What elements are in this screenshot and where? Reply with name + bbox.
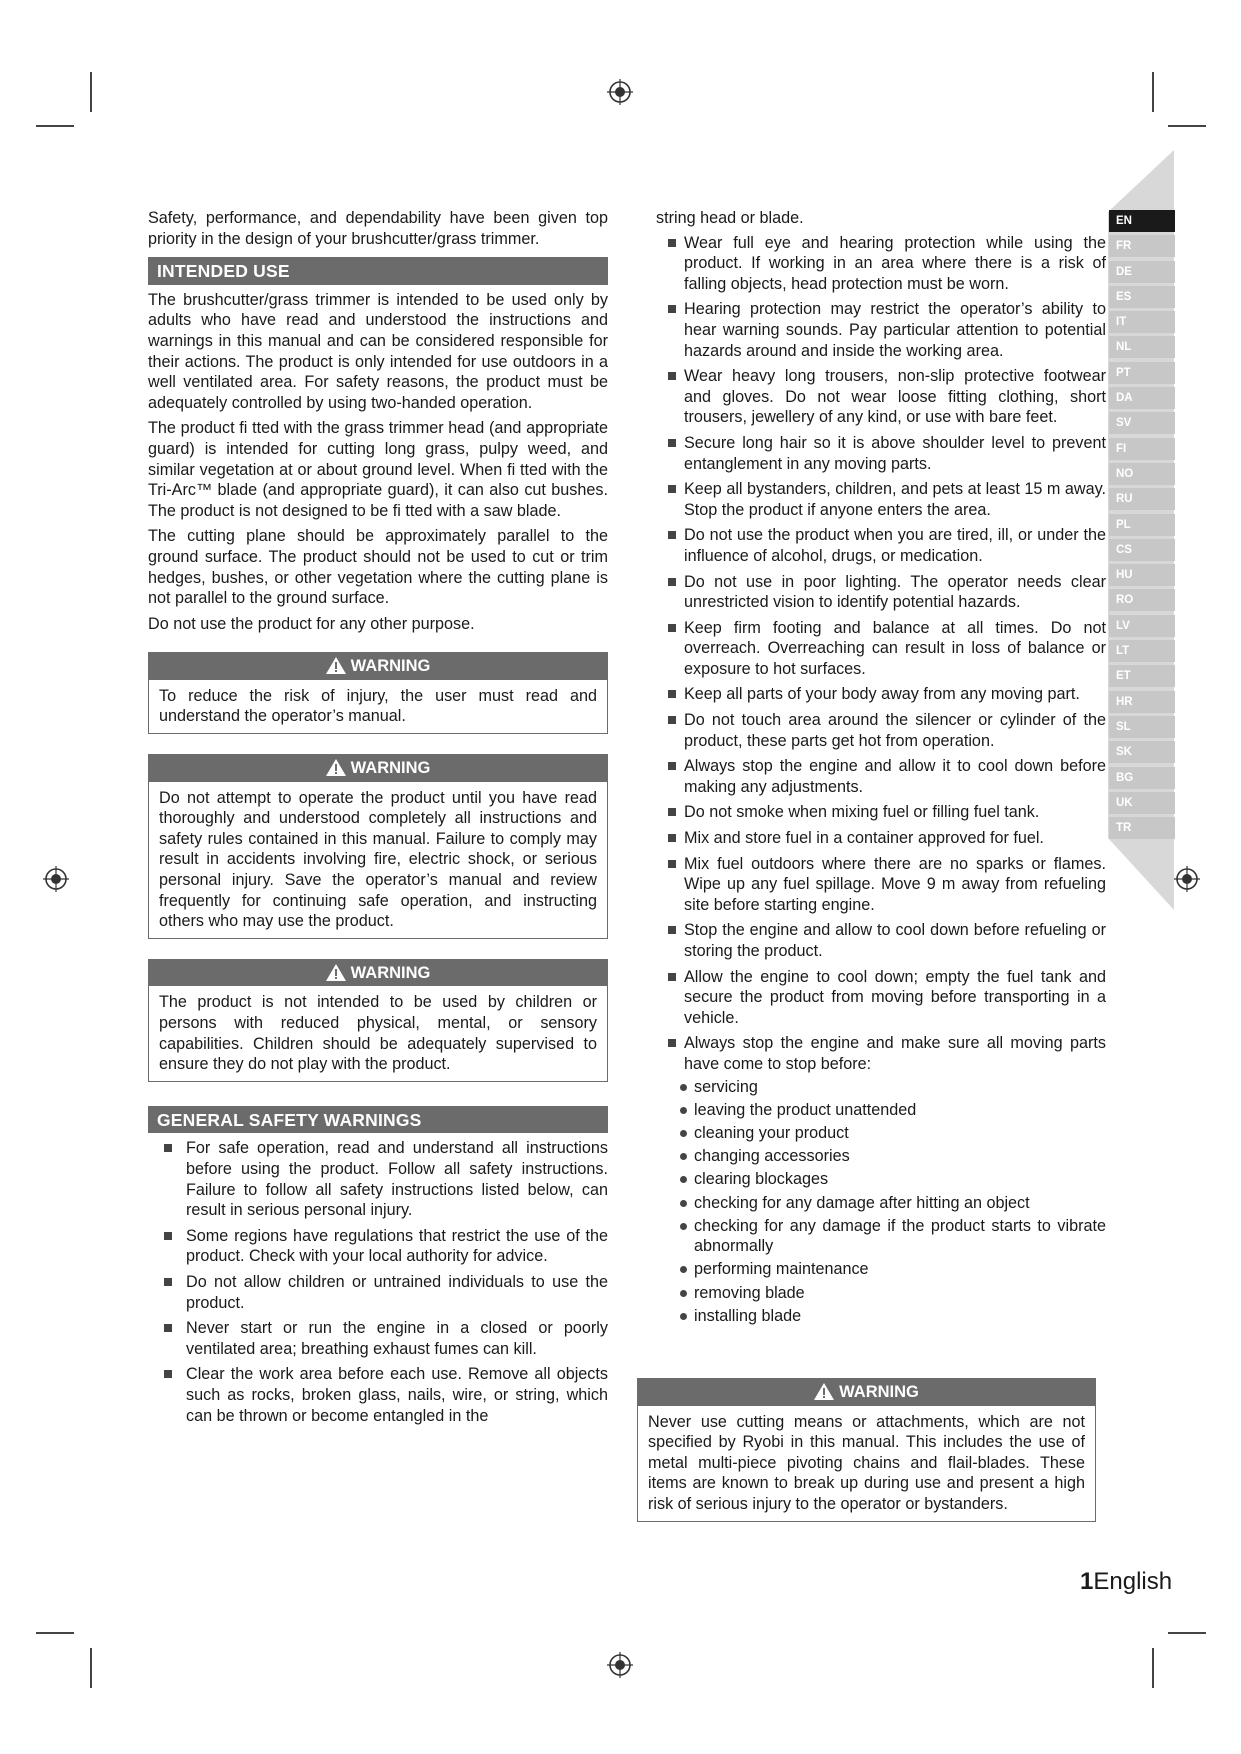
list-item: Allow the engine to cool down; empty the fuel tank and secure the product from moving before transporting in a vehicle. [674,967,1106,1029]
right-column [656,208,1106,1329]
language-tab-en[interactable]: EN [1109,210,1175,232]
language-tab-bg[interactable]: BG [1109,767,1175,789]
warning-box [637,1378,1096,1522]
language-tab-de[interactable]: DE [1109,261,1175,283]
continuation-text: string head or blade. [656,209,804,227]
crop-mark [1168,1632,1206,1634]
language-tab-uk[interactable]: UK [1109,792,1175,814]
square-bullet-icon [668,485,676,493]
round-bullet-icon [680,1107,687,1114]
sub-list-item: leaving the product unattended [680,1100,1106,1121]
round-bullet-icon [680,1084,687,1091]
page-number [1080,1568,1172,1596]
language-tab-lv[interactable]: LV [1109,615,1175,637]
square-bullet-icon [668,624,676,632]
list-item: Do not touch area around the silencer or cylinder of the product, these parts get hot from operation. [674,710,1106,751]
crop-mark [1152,1648,1154,1688]
language-tab-es[interactable]: ES [1109,286,1175,308]
intended-use-heading: INTENDED USE [148,257,608,285]
warning-triangle-icon [326,759,346,776]
round-bullet-icon [680,1200,687,1207]
language-tab-sk[interactable]: SK [1109,741,1175,763]
intended-paragraph: Do not use the product for any other purpose. [148,614,475,633]
language-tab-pt[interactable]: PT [1109,362,1175,384]
intro-paragraph: Safety, performance, and dependability have been given top priority in the design of your brushcutter/grass trimmer. [148,209,608,248]
list-item: Keep all parts of your body away from any moving part. [674,684,1106,705]
list-item: Clear the work area before each use. Remove all objects such as rocks, broken glass, nails, wire, or string, which can be thrown or become entangled in the [176,1364,608,1426]
sub-list-item: clearing blockages [680,1169,1106,1190]
warning-triangle-icon [326,964,346,981]
language-tab-it[interactable]: IT [1109,311,1175,333]
registration-mark-icon [607,1652,633,1678]
square-bullet-icon [668,834,676,842]
language-tab-ro[interactable]: RO [1109,589,1175,611]
warning-header [149,960,607,987]
list-item: Keep firm footing and balance at all times. Do not overreach. Overreaching can result in loss of balance or exposure to hot surfaces. [674,618,1106,680]
sub-list-item: checking for any damage if the product starts to vibrate abnormally [680,1216,1106,1257]
language-tab-no[interactable]: NO [1109,463,1175,485]
round-bullet-icon [680,1130,687,1137]
list-item: Some regions have regulations that restrict the use of the product. Check with your local authority for advice. [176,1226,608,1267]
language-tab-da[interactable]: DA [1109,387,1175,409]
page-number-value: 1 [1080,1568,1094,1595]
square-bullet-icon [668,716,676,724]
warning-text: Do not attempt to operate the product until you have read thoroughly and understood completely all instructions and safety rules contained in this manual. Failure to comply may result in accidents involving fire, electric shock, or serious personal injury. Save the operator’s manual and review frequently for continuing safe operation, and instructing others who may use the product. [159,788,597,931]
crop-mark [90,1648,92,1688]
square-bullet-icon [668,690,676,698]
warning-triangle-icon [814,1383,834,1400]
list-item: Do not use in poor lighting. The operator needs clear unrestricted vision to identify potential hazards. [674,572,1106,613]
list-item: Hearing protection may restrict the operator’s ability to hear warning sounds. Pay particular attention to potential hazards around and inside the working area. [674,299,1106,361]
language-tab-sl[interactable]: SL [1109,716,1175,738]
square-bullet-icon [164,1232,172,1240]
general-safety-heading: GENERAL SAFETY WARNINGS [148,1106,608,1134]
square-bullet-icon [668,305,676,313]
sub-list-item: installing blade [680,1306,1106,1327]
left-column [148,208,608,1431]
warning-header [149,755,607,782]
list-item: Always stop the engine and allow it to cool down before making any adjustments. [674,756,1106,797]
list-item: Mix and store fuel in a container approved for fuel. [674,828,1106,849]
square-bullet-icon [164,1278,172,1286]
stop-before-list [656,1077,1106,1327]
warning-box [148,652,608,734]
list-item: Never start or run the engine in a closed or poorly ventilated area; breathing exhaust fumes can kill. [176,1318,608,1359]
square-bullet-icon [668,860,676,868]
registration-mark-icon [1174,866,1200,892]
crop-mark [1168,125,1206,127]
warning-title: WARNING [350,759,431,778]
sub-list-item: servicing [680,1077,1106,1098]
language-tab-ru[interactable]: RU [1109,488,1175,510]
intended-paragraph: The brushcutter/grass trimmer is intended to be used only by adults who have read and understood the instructions and warnings in this manual and can be considered responsible for their actions. The product is only intended for use outdoors in a well ventilated area. For safety reasons, the product must be adequately controlled by using two-handed operation. [148,290,608,412]
list-item: Do not smoke when mixing fuel or filling fuel tank. [674,802,1106,823]
sub-list-item: performing maintenance [680,1259,1106,1280]
square-bullet-icon [668,578,676,586]
warning-box [148,754,608,939]
square-bullet-icon [164,1370,172,1378]
registration-mark-icon [607,79,633,105]
warning-title: WARNING [350,963,431,982]
language-tabs [1109,210,1175,842]
language-tab-cs[interactable]: CS [1109,539,1175,561]
warning-triangle-icon [326,657,346,674]
square-bullet-icon [668,808,676,816]
list-item: Wear heavy long trousers, non-slip protective footwear and gloves. Do not wear loose fitting clothing, short trousers, jewellery of any kind, or use with bare feet. [674,366,1106,428]
crop-mark [1152,72,1154,112]
list-item: Stop the engine and allow to cool down before refueling or storing the product. [674,920,1106,961]
intended-paragraph: The cutting plane should be approximately parallel to the ground surface. The product should not be used to cut or trim hedges, bushes, or other vegetation where the cutting plane is not parallel to the ground surface. [148,527,608,608]
round-bullet-icon [680,1176,687,1183]
general-safety-list [148,1138,608,1426]
language-tab-tr[interactable]: TR [1109,817,1175,839]
page-language-label: English [1093,1568,1173,1595]
round-bullet-icon [680,1266,687,1273]
language-tab-nl[interactable]: NL [1109,336,1175,358]
warning-header [638,1379,1095,1406]
warning-text: To reduce the risk of injury, the user must read and understand the operator’s manual. [159,686,597,726]
list-item: Always stop the engine and make sure all moving parts have come to stop before: [674,1033,1106,1074]
square-bullet-icon [164,1324,172,1332]
language-tab-et[interactable]: ET [1109,665,1175,687]
language-tab-lt[interactable]: LT [1109,640,1175,662]
language-tab-hu[interactable]: HU [1109,564,1175,586]
warning-text: Never use cutting means or attachments, which are not specified by Ryobi in this manual. This includes the use of metal multi-piece pivoting chains and flail-blades. These items are known to break up during use and present a high risk of serious injury to the operator or bystanders. [648,1412,1085,1513]
list-item: Mix fuel outdoors where there are no sparks or flames. Wipe up any fuel spillage. Move 9 m away from refueling site before starting engine. [674,854,1106,916]
language-tab-fi[interactable]: FI [1109,438,1175,460]
square-bullet-icon [164,1144,172,1152]
intended-paragraph: The product fi tted with the grass trimmer head (and appropriate guard) is intended for cutting long grass, pulpy weed, and similar vegetation at or about ground level. When fi tted with the Tri-Arc™ blade (and appropriate guard), it can also cut bushes. The product is not designed to be fi tted with a saw blade. [148,419,608,520]
crop-mark [90,72,92,112]
sub-list-item: removing blade [680,1283,1106,1304]
sub-list-item: cleaning your product [680,1123,1106,1144]
list-item: Do not allow children or untrained individuals to use the product. [176,1272,608,1313]
square-bullet-icon [668,1039,676,1047]
round-bullet-icon [680,1223,687,1230]
sub-list-item: checking for any damage after hitting an object [680,1193,1106,1214]
round-bullet-icon [680,1313,687,1320]
sub-list-item: changing accessories [680,1146,1106,1167]
language-tab-sv[interactable]: SV [1109,412,1175,434]
crop-mark [36,125,74,127]
language-tab-pl[interactable]: PL [1109,514,1175,536]
list-item: Keep all bystanders, children, and pets at least 15 m away. Stop the product if anyone enters the area. [674,479,1106,520]
round-bullet-icon [680,1290,687,1297]
round-bullet-icon [680,1153,687,1160]
square-bullet-icon [668,439,676,447]
registration-mark-icon [43,866,69,892]
warning-title: WARNING [839,1383,919,1401]
list-item: Secure long hair so it is above shoulder level to prevent entanglement in any moving parts. [674,433,1106,474]
safety-list [656,233,1106,1075]
language-tab-fr[interactable]: FR [1109,235,1175,257]
crop-mark [36,1632,74,1634]
square-bullet-icon [668,531,676,539]
square-bullet-icon [668,239,676,247]
language-tab-hr[interactable]: HR [1109,691,1175,713]
list-item: For safe operation, read and understand all instructions before using the product. Follow all safety instructions. Failure to follow all safety instructions listed below, can result in serious personal injury. [176,1138,608,1220]
square-bullet-icon [668,926,676,934]
square-bullet-icon [668,372,676,380]
warning-box [148,959,608,1082]
square-bullet-icon [668,973,676,981]
list-item: Do not use the product when you are tired, ill, or under the influence of alcohol, drugs, or medication. [674,525,1106,566]
warning-header [149,653,607,680]
square-bullet-icon [668,762,676,770]
warning-text: The product is not intended to be used by children or persons with reduced physical, mental, or sensory capabilities. Children should be adequately supervised to ensure they do not play with the product. [159,993,597,1074]
warning-title: WARNING [350,657,431,676]
list-item: Wear full eye and hearing protection while using the product. If working in an area where there is a risk of falling objects, head protection must be worn. [674,233,1106,295]
